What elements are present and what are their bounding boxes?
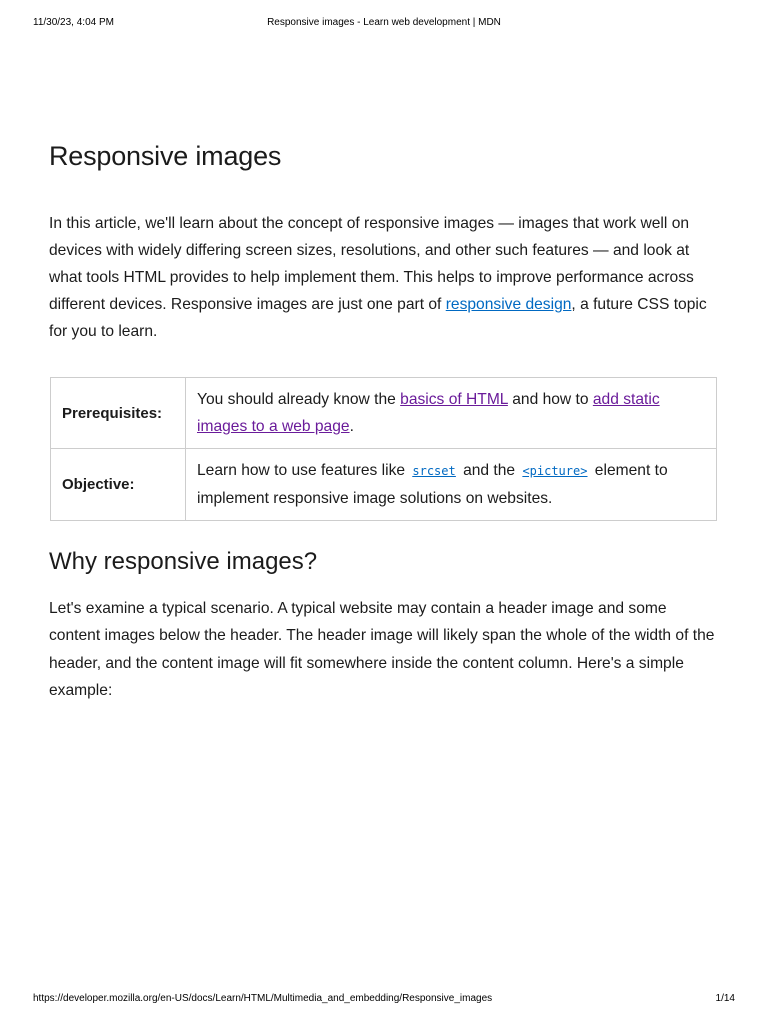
print-header xyxy=(33,17,735,31)
print-date: 11/30/23, 4:04 PM xyxy=(33,17,114,28)
prerequisites-row xyxy=(51,378,717,449)
page-title: Responsive images xyxy=(49,141,282,171)
intro-paragraph xyxy=(49,210,719,345)
section-heading: Why responsive images? xyxy=(49,548,318,575)
srcset-link[interactable] xyxy=(409,462,458,479)
print-url: https://developer.mozilla.org/en-US/docs/Learn/HTML/Multimedia_and_embedding/Responsive_images xyxy=(33,993,493,1004)
objective-value xyxy=(186,449,717,521)
prerequisites-text: You should already know the xyxy=(197,391,401,408)
objective-text: and the xyxy=(458,462,520,479)
objective-text: element to implement responsive image solutions on websites. xyxy=(197,462,668,507)
print-footer xyxy=(33,993,735,1007)
print-page-title: Responsive images - Learn web development | MDN xyxy=(267,17,501,28)
section-paragraph: Let's examine a typical scenario. A typical website may contain a header image and some content images below the header. The header image will likely span the whole of the width of the header, and the content image will fit somewhere inside the content column. Here's a simple example: xyxy=(49,600,715,699)
objective-label: Objective: xyxy=(51,449,186,521)
prerequisites-value xyxy=(186,378,717,449)
intro-text: In this article, we'll learn about the concept of responsive images — images that work well on devices with widely differing screen sizes, resolutions, and other such features — and look at what tools HTML provides to help implement them. This helps to improve performance across different devices. Responsive images are just one part of xyxy=(49,215,694,313)
intro-text-end: , a future CSS topic for you to learn. xyxy=(49,296,707,340)
picture-code: <picture> xyxy=(522,464,588,478)
prerequisites-text: . xyxy=(349,418,354,435)
add-static-images-link[interactable]: add static images to a web page xyxy=(197,391,660,435)
prerequisites-text: and how to xyxy=(507,391,593,408)
learning-meta-table xyxy=(50,377,717,521)
responsive-design-link[interactable]: responsive design xyxy=(445,296,572,313)
objective-row xyxy=(51,449,717,521)
picture-element-link[interactable] xyxy=(519,462,590,479)
objective-text: Learn how to use features like xyxy=(197,462,410,479)
srcset-code: srcset xyxy=(412,464,456,478)
prerequisites-label: Prerequisites: xyxy=(51,378,186,449)
basics-of-html-link[interactable]: basics of HTML xyxy=(400,391,508,408)
page-number: 1/14 xyxy=(715,993,735,1004)
